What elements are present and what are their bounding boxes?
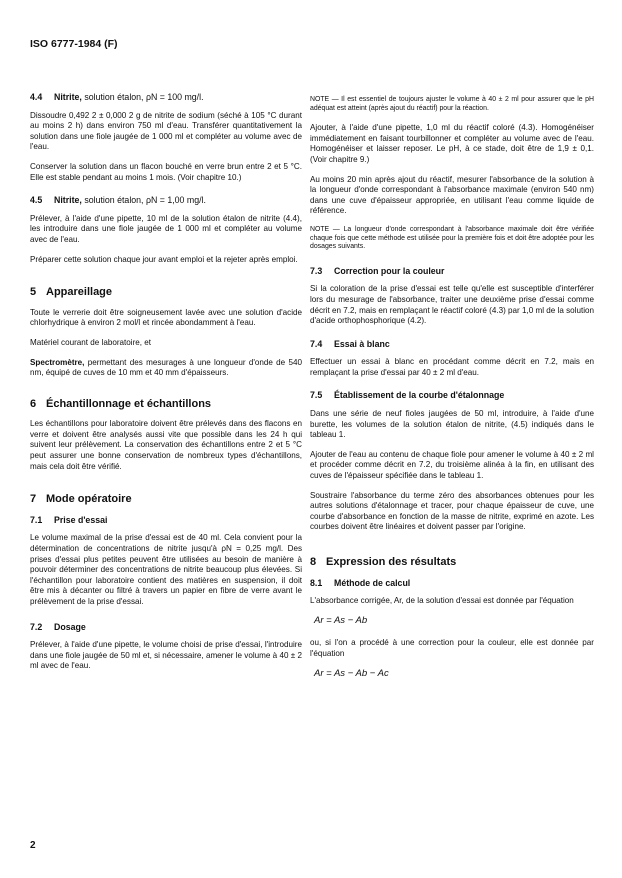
paragraph: Ajouter de l'eau au contenu de chaque fiole pour amener le volume à 40 ± 2 ml et procéder comme décrit en 7.2, du troisième alinéa à la fin, en utilisant des cuves de l'épaisseur spécifiée dans le tableau 1.: [310, 449, 594, 481]
subclause-4-5: 4.5 Nitrite, solution étalon, ρN = 1,00 mg/l.: [30, 195, 206, 206]
subclause-4-4: 4.4 Nitrite, solution étalon, ρN = 100 mg/l.: [30, 92, 204, 102]
subclause-7-3: 7.3 Correction pour la couleur: [310, 265, 445, 276]
paragraph: Au moins 20 min après ajout du réactif, mesurer l'absorbance de la solution à la longueur d'onde correspondant à l'absorbance maximale (environ 540 nm) dans une cuve d'épaisseur appropriée, en utilisant l'eau comme liquide de référence.: [310, 174, 594, 216]
equation: Ar = As − Ab − Ac: [314, 667, 389, 679]
paragraph: Toute le verrerie doit être soigneusement lavée avec une solution d'acide chlorhydrique à environ 2 mol/l et rincée abondamment à l'eau.: [30, 307, 302, 328]
paragraph: Si la coloration de la prise d'essai est telle qu'elle est susceptible d'interférer lors du mesurage de l'absorbance, traiter une deuxième prise d'essai comme décrit en 7.2, mais en remplaçant le réactif coloré (4.3) par 1,0 ml de la solution d'acide orthophosphorique (4.2).: [310, 284, 594, 326]
section-6-heading: 6 Échantillonnage et échantillons: [30, 397, 212, 410]
paragraph: Soustraire l'absorbance du terme zéro des absorbances obtenues pour les autres solutions d'étalonnage et tracer, pour chaque épaisseur de cuve, une courbe d'absorbance en fonction de la masse de nitrite, exprimé en azote. Les courbes doivent être linéaires et doivent passer par l'origine.: [310, 490, 594, 532]
note: NOTE — La longueur d'onde correspondant à l'absorbance maximale doit être vérifiée chaque fois que cette méthode est utilisée pour la première fois et doit être adoptée pour les dosages suivants.: [310, 225, 594, 251]
paragraph: ou, si l'on a procédé à une correction pour la couleur, elle est donnée par l'équation: [310, 638, 594, 658]
paragraph: Prélever, à l'aide d'une pipette, le volume choisi de prise d'essai, l'introduire dans une fiole jaugée de 50 ml et, si nécessaire, amener le volume à 40 ± 2 ml avec de l'eau.: [30, 640, 302, 671]
right-column: [310, 96, 594, 691]
paragraph: Les échantillons pour laboratoire doivent être prélevés dans des flacons en verre et doivent être analysés aussi vite que possible dans les 24 h qui suivent leur prélèvement. La conservation des échantillons entre 2 et 5 °C peut assurer une bonne conservation de nombreux types d'échantillons, mais cela doit être vérifié.: [30, 419, 302, 471]
paragraph: Matériel courant de laboratoire, et: [30, 337, 152, 347]
paragraph: Dissoudre 0,492 2 ± 0,000 2 g de nitrite de sodium (séché à 105 °C durant au moins 2 h) dans environ 750 ml d'eau. Transférer quantitativement la solution dans une fiole jaugée de 1 000 ml et compléter au volume avec de l'eau.: [30, 110, 302, 152]
subclause-7-2: 7.2 Dosage: [30, 621, 86, 632]
note: NOTE — Il est essentiel de toujours ajuster le volume à 40 ± 2 ml pour assurer que le pH adéquat est atteint (après ajout du réactif) pour la réaction.: [310, 96, 594, 112]
paragraph: Préparer cette solution chaque jour avant emploi et la rejeter après emploi.: [30, 254, 298, 264]
section-5-heading: 5 Appareillage: [30, 286, 113, 299]
paragraph: Conserver la solution dans un flacon bouché en verre brun entre 2 et 5 °C. Elle est stable pendant au moins 1 mois. (Voir chapitre 10.): [30, 161, 302, 182]
paragraph: Ajouter, à l'aide d'une pipette, 1,0 ml du réactif coloré (4.3). Homogénéiser immédiatement en faisant tourbillonner et compléter au volume avec de l'eau. Homogénéiser et laisser reposer. Le pH, à ce stade, doit être de 1,9 ± 0,1. (Voir chapitre 9.): [310, 123, 594, 164]
subclause-8-1: 8.1 Méthode de calcul: [310, 577, 411, 588]
subclause-7-5: 7.5 Établissement de la courbe d'étalonnage: [310, 390, 505, 401]
section-7-heading: 7 Mode opératoire: [30, 493, 132, 506]
document-header: ISO 6777-1984 (F): [30, 38, 118, 50]
subclause-7-4: 7.4 Essai à blanc: [310, 338, 390, 349]
subclause-7-1: 7.1 Prise d'essai: [30, 514, 108, 525]
left-column: [30, 92, 302, 681]
paragraph: Effectuer un essai à blanc en procédant comme décrit en 7.2, mais en remplaçant la prise d'essai par 40 ± 2 ml d'eau.: [310, 357, 594, 377]
paragraph: L'absorbance corrigée, Ar, de la solution d'essai est donnée par l'équation: [310, 596, 574, 606]
paragraph: Dans une série de neuf fioles jaugées de 50 ml, introduire, à l'aide d'une burette, les volumes de la solution étalon de nitrite, (4.5) indiqués dans le tableau 1.: [310, 409, 594, 440]
paragraph: Spectromètre, permettant des mesurages à une longueur d'onde de 540 nm, équipé de cuves de 10 mm et 40 mm d'épaisseurs.: [30, 357, 302, 378]
paragraph: Le volume maximal de la prise d'essai est de 40 ml. Cela convient pour la détermination de concentrations de nitrite jusqu'à ρN = 0,25 mg/l. Des prises d'essai plus petites peuvent être utilisées au besoin de manière à pouvoir déterminer des concentrations de nitrite beaucoup plus élevées. Si l'échantillon pour laboratoire contient des matières en suspension, il doit être mis à décanter ou filtré à travers un papier en fibre de verre avant le prélèvement de la prise d'essai.: [30, 533, 302, 606]
section-8-heading: 8 Expression des résultats: [310, 556, 457, 568]
equation: Ar = As − Ab: [314, 614, 368, 626]
page-number: 2: [30, 840, 36, 851]
paragraph: Prélever, à l'aide d'une pipette, 10 ml de la solution étalon de nitrite (4.4), les introduire dans une fiole jaugée de 1 000 ml et compléter au volume avec de l'eau.: [30, 213, 302, 244]
